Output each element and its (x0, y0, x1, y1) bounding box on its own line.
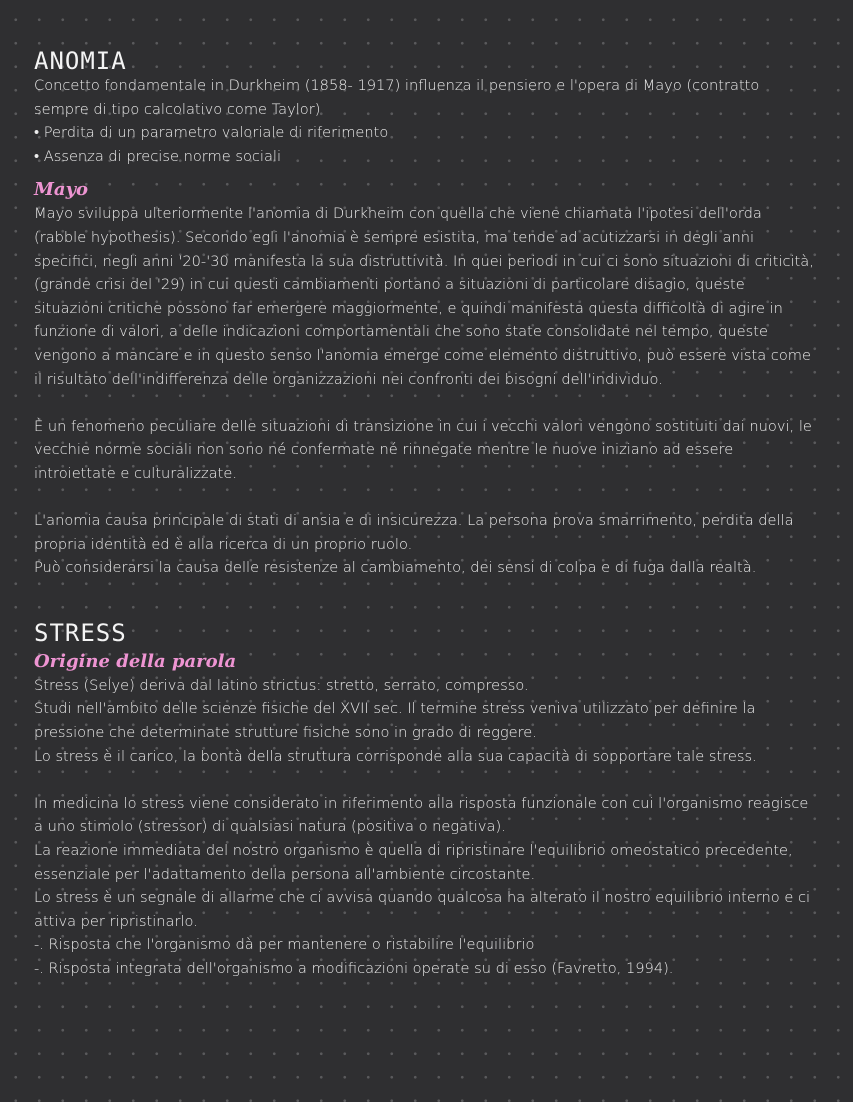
stress-response-item: -. Risposta integrata dell'organismo a modificazioni operate su di esso (Favretto, 1994). (34, 960, 674, 977)
heading-mayo: Mayo (34, 179, 89, 201)
stress-response-item: -. Risposta che l'organismo dà per mantenere o ristabilire l'equilibrio (34, 936, 535, 954)
heading-stress: STRESS (34, 618, 127, 647)
stress-medicine-line: Lo stress è un segnale di allarme che ci avvisa quando qualcosa ha alterato il nostro equilibrio interno e ci attiva per ripristinarlo. (34, 889, 811, 930)
anomia-bullet: • Assenza di precise norme sociali (34, 147, 282, 165)
stress-line: Studi nell'ambito delle scienze fisiche del XVII sec. Il termine stress veniva utilizzato per definire la pressione che determinate strutture fisiche sono in grado di reggere. (34, 700, 756, 742)
document-page (34, 46, 814, 981)
stress-line: Lo stress è il carico, la bontà della struttura corrisponde alla sua capacità di sopportare tale stress. (34, 747, 757, 765)
stress-line: Stress (Selye) deriva dal latino strictus: stretto, serrato, compresso. (34, 676, 529, 694)
mayo-paragraph-1: Mayo sviluppa ulteriormente l'anomia di Durkheim con quella che viene chiamata l'ipotesi dell'orda (rabble hypothesis). Secondo egli l'anomia è sempre esistita, ma tende ad acutizzarsi in degli anni specifici, negli anni '20-'30 manifesta la sua distruttività. In quei periodi in cui ci sono situazioni di criticità, (grande crisi del '29) in cui questi cambiamenti portano a situazioni di particolare disagio, queste situazioni critiche possono far emergere maggiormente, e quindi manifesta questa difficoltà di agire in funzione di valori, a delle indicazioni comportamentali che sono state consolidate nel tempo, queste vengono a mancare e in questo senso l'anomia emerge come elemento distruttivo, può essere vista come il risultato dell'indifferenza delle organizzazioni nei confronti dei bisogni dell'individuo. (34, 205, 814, 388)
mayo-paragraph-3: L'anomia causa principale di stati di ansia e di insicurezza. La persona prova smarrimento, perdita della propria identità ed è alla ricerca di un proprio ruolo. (34, 512, 794, 553)
heading-anomia: ANOMIA (34, 47, 127, 75)
stress-medicine-line: In medicina lo stress viene considerato in riferimento alla risposta funzionale con cui l'organismo reagisce a uno stimolo (stressor) di qualsiasi natura (positiva o negativa). (34, 794, 809, 836)
anomia-bullet: • Perdita di un parametro valoriale di riferimento (34, 124, 389, 142)
subheading-origine: Origine della parola (34, 650, 237, 672)
anomia-intro: Concetto fondamentale in Durkheim (1858- 1917) influenza il pensiero e l'opera di Mayo (contratto sempre di tipo calcolativo come Taylor) (34, 77, 760, 118)
mayo-paragraph-4: Può considerarsi la causa delle resistenze al cambiamento, dei sensi di colpa e di fuga dalla realtà. (34, 559, 757, 577)
mayo-paragraph-2: È un fenomeno peculiare delle situazioni di transizione in cui i vecchi valori vengono sostituiti dai nuovi, le vecchie norme sociali non sono né confermate né rinnegate mentre le nuove iniziano ad essere introiettate e culturalizzate. (34, 417, 812, 482)
stress-medicine-line: La reazione immediata del nostro organismo è quella di ripristinare l'equilibrio omeostatico precedente, essenziale per l'adattamento della persona all'ambiente circostante. (34, 842, 793, 883)
